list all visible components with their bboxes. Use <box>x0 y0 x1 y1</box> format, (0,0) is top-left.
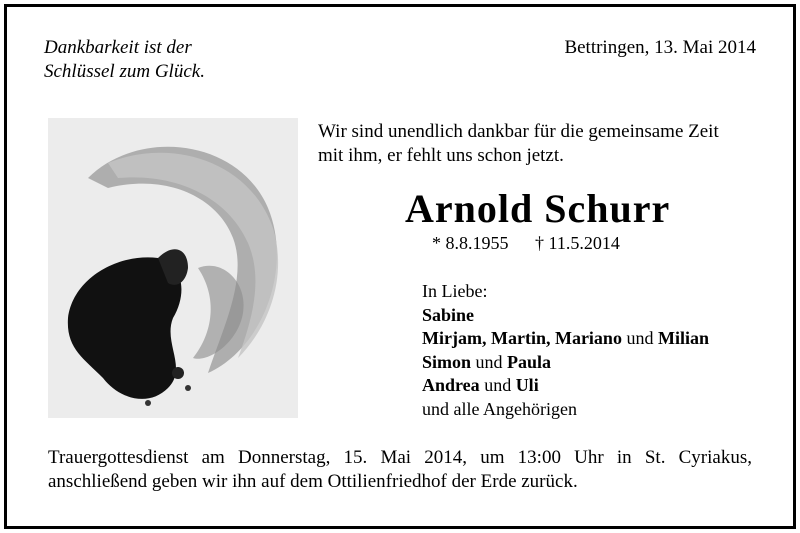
motto-line-1: Dankbarkeit ist der <box>44 37 192 58</box>
intro-text <box>318 120 719 168</box>
ink-brush-artwork <box>48 118 298 418</box>
family-name: Sabine <box>422 304 475 325</box>
family-name: Simon <box>422 351 472 372</box>
service-line-1: Trauergottesdienst am Donnerstag, 15. Mai 2014, um 13:00 Uhr in St. Cyriakus, <box>48 447 752 468</box>
motto <box>44 36 205 84</box>
deceased-name: Arnold Schurr <box>405 186 671 231</box>
birth-date: * 8.8.1955 <box>432 233 509 253</box>
family-line-2 <box>422 327 709 351</box>
family-line-3 <box>422 351 709 375</box>
intro-line-2: mit ihm, er fehlt uns schon jetzt. <box>318 145 564 166</box>
family-name: Mirjam, Martin, Mariano <box>422 328 622 348</box>
motto-line-2: Schlüssel zum Glück. <box>44 61 205 82</box>
family-name: Milian <box>657 328 709 348</box>
conjunction: und <box>626 328 654 348</box>
family-name: Uli <box>515 375 539 395</box>
family-closing: und alle Angehörigen <box>422 398 577 419</box>
life-dates <box>432 232 620 254</box>
service-line-2: anschließend geben wir ihn auf dem Ottilienfriedhof der Erde zurück. <box>48 471 578 492</box>
family-line-1 <box>422 304 709 328</box>
place-date: Bettringen, 13. Mai 2014 <box>564 37 756 58</box>
family-heading: In Liebe: <box>422 281 488 301</box>
family-line-4 <box>422 374 709 398</box>
death-date: † 11.5.2014 <box>535 233 620 253</box>
family-list <box>422 280 709 421</box>
intro-line-1: Wir sind unendlich dankbar für die gemeinsame Zeit <box>318 121 719 142</box>
service-announcement <box>48 446 752 494</box>
conjunction: und <box>475 351 503 372</box>
family-name: Paula <box>507 351 552 372</box>
family-name: Andrea <box>422 375 480 395</box>
conjunction: und <box>484 375 512 395</box>
